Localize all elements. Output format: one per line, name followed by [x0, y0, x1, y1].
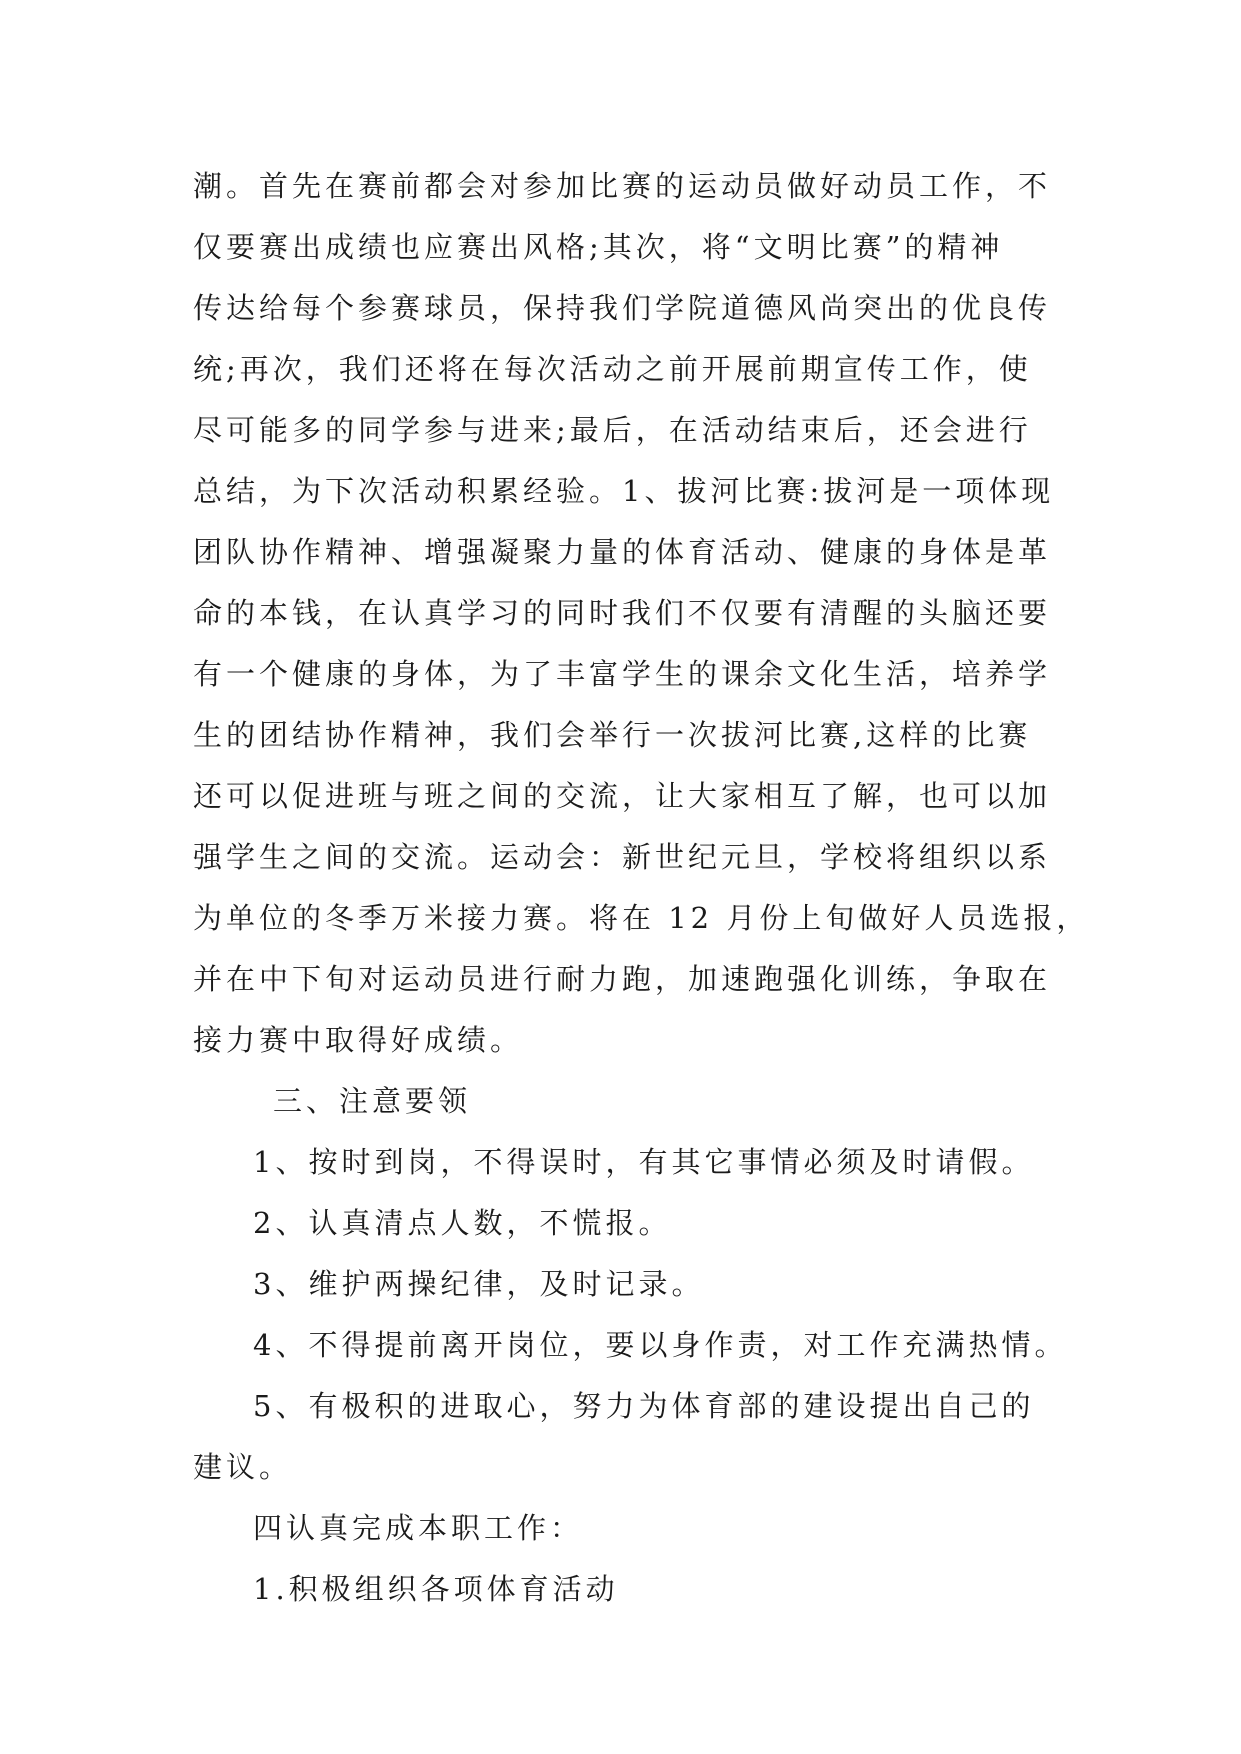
- list-item: 4、不得提前离开岗位，要以身作责，对工作充满热情。: [253, 1328, 1068, 1362]
- paragraph-line: 仅要赛出成绩也应赛出风格;其次，将“文明比赛”的精神: [193, 230, 1004, 264]
- list-item: 3、维护两操纪律，及时记录。: [253, 1267, 705, 1301]
- paragraph-line: 团队协作精神、增强凝聚力量的体育活动、健康的身体是革: [193, 535, 1052, 569]
- paragraph-line: 生的团结协作精神，我们会举行一次拔河比赛,这样的比赛: [193, 718, 1032, 752]
- paragraph-line: 潮。首先在赛前都会对参加比赛的运动员做好动员工作，不: [193, 169, 1052, 203]
- section-heading: 三、注意要领: [273, 1084, 472, 1118]
- list-item: 5、有极积的进取心，努力为体育部的建设提出自己的: [253, 1389, 1035, 1423]
- paragraph-line: 传达给每个参赛球员，保持我们学院道德风尚突出的优良传: [193, 291, 1052, 325]
- list-item: 1、按时到岗，不得误时，有其它事情必须及时请假。: [253, 1145, 1035, 1179]
- paragraph-line: 总结，为下次活动积累经验。1、拔河比赛:拔河是一项体现: [193, 474, 1055, 508]
- list-item: 2、认真清点人数，不慌报。: [253, 1206, 672, 1240]
- list-item: 1.积极组织各项体育活动: [253, 1572, 619, 1606]
- paragraph-line: 统;再次，我们还将在每次活动之前开展前期宣传工作，使: [193, 352, 1032, 386]
- paragraph-line: 并在中下旬对运动员进行耐力跑，加速跑强化训练，争取在: [193, 962, 1052, 996]
- paragraph-line: 有一个健康的身体，为了丰富学生的课余文化生活，培养学: [193, 657, 1052, 691]
- list-item-continuation: 建议。: [193, 1450, 293, 1484]
- section-heading: 四认真完成本职工作：: [253, 1511, 584, 1545]
- paragraph-line: 接力赛中取得好成绩。: [193, 1023, 524, 1057]
- paragraph-line: 还可以促进班与班之间的交流，让大家相互了解，也可以加: [193, 779, 1052, 813]
- paragraph-line: 为单位的冬季万米接力赛。将在 12 月份上旬做好人员选报，: [193, 901, 1090, 935]
- paragraph-line: 强学生之间的交流。运动会：新世纪元旦，学校将组织以系: [193, 840, 1052, 874]
- document-body: [193, 156, 1090, 1620]
- paragraph-line: 命的本钱，在认真学习的同时我们不仅要有清醒的头脑还要: [193, 596, 1052, 630]
- paragraph-line: 尽可能多的同学参与进来;最后，在活动结束后，还会进行: [193, 413, 1032, 447]
